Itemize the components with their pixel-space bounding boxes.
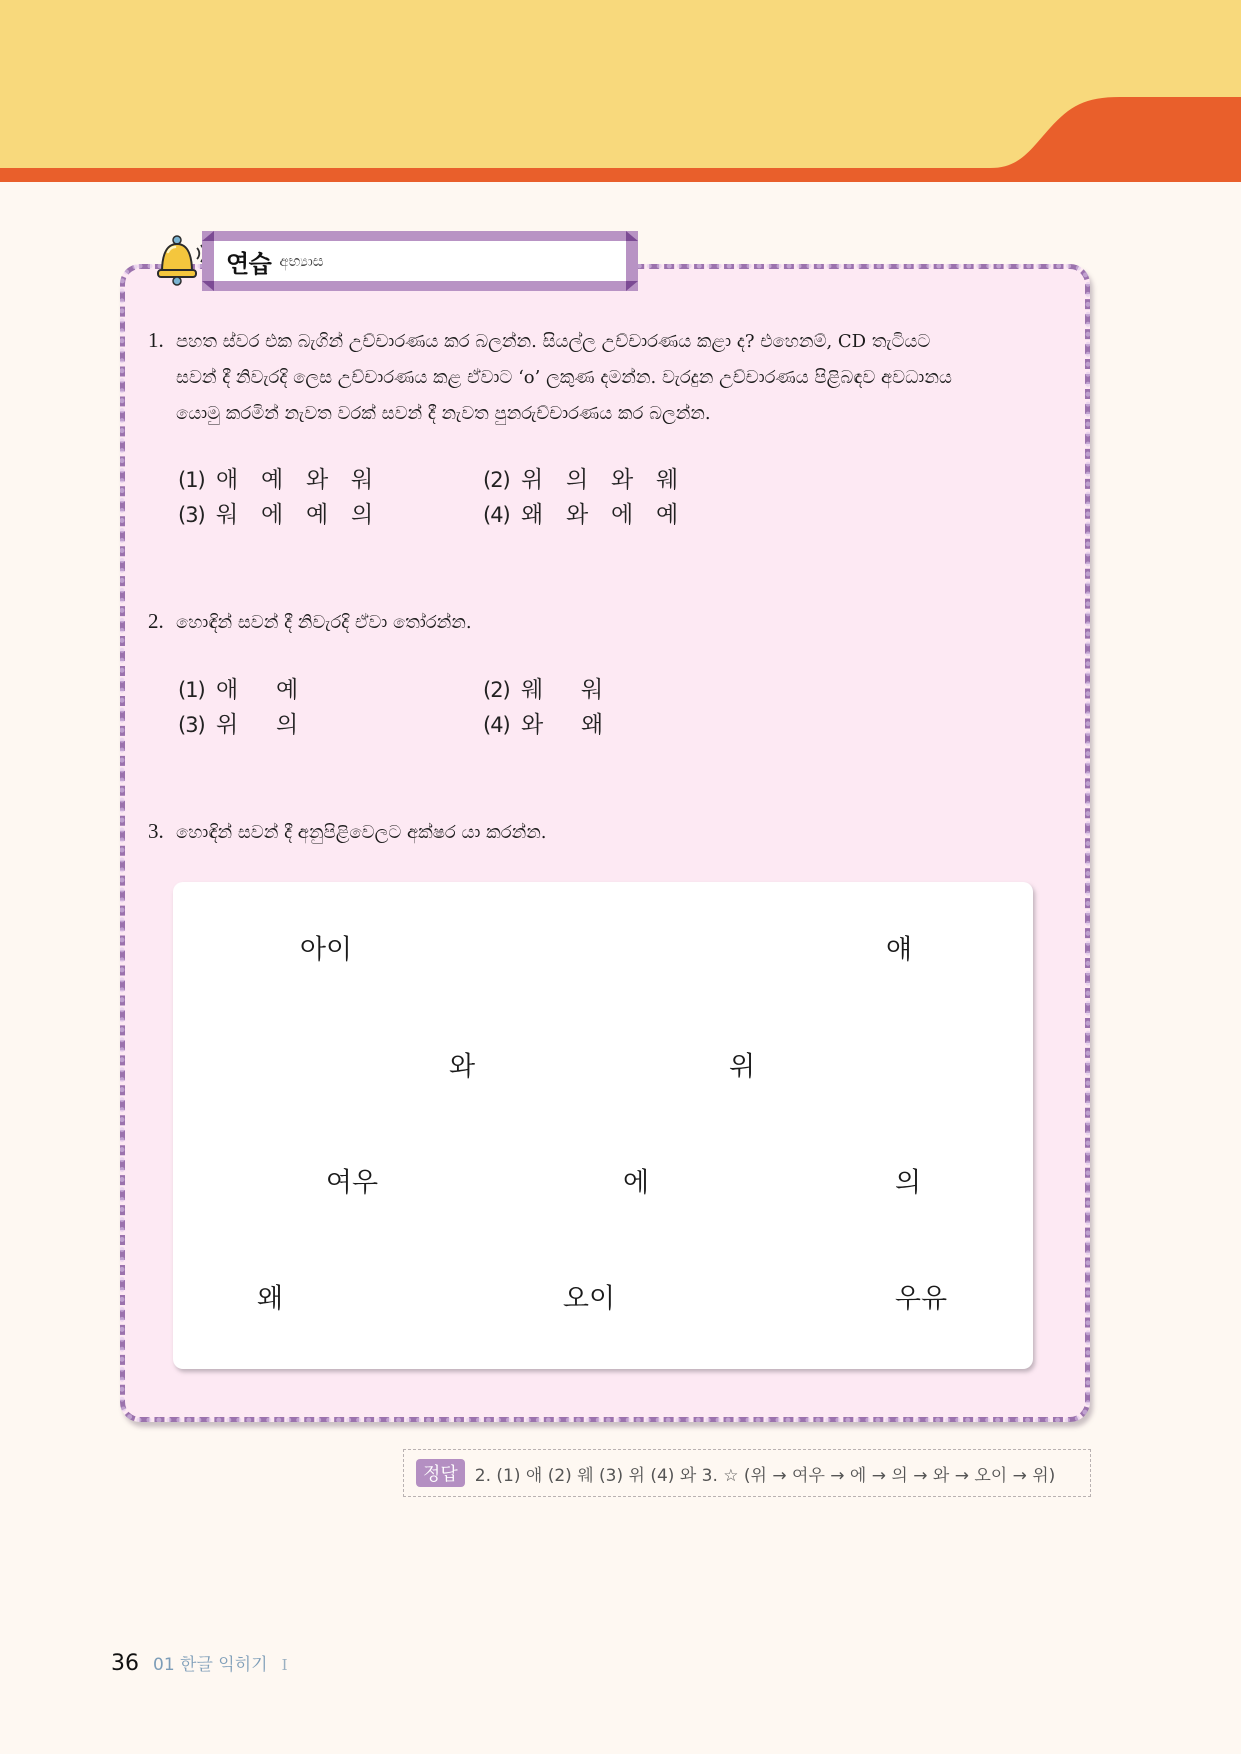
word-option[interactable]: 의 xyxy=(566,467,589,493)
question-1 xyxy=(148,322,952,432)
word-option[interactable]: 와 xyxy=(306,467,329,493)
question-2-items xyxy=(178,673,788,743)
word-option[interactable]: 왜 xyxy=(521,502,544,528)
question-text-line: සවන් දී නිවැරදි ලෙස උච්චාරණය කළ ඒවාට ‘o’ ලකුණ දමන්න. වැරදුන උච්චාරණය පිළිබඳව අවධානය xyxy=(176,367,952,388)
question-number: 1. xyxy=(148,328,164,352)
connect-word[interactable]: 왜 xyxy=(256,1283,284,1315)
item-row: (3) 워 에 예 의 xyxy=(178,498,483,533)
question-text-line: පහත ස්වර එක බැගින් උච්චාරණය කර බලන්න. සියල්ල උච්චාරණය කළා ද? එහෙනම්, CD තැටියට xyxy=(176,331,931,352)
question-3 xyxy=(148,813,547,851)
word-option[interactable]: 의 xyxy=(351,502,374,528)
question-text-line: යොමු කරමින් නැවත වරක් සවන් දී නැවත පුනරුච්චාරණය කර බලන්න. xyxy=(176,403,711,424)
word-option[interactable]: 왜 xyxy=(581,712,604,738)
word-option[interactable]: 애 xyxy=(216,467,239,493)
word-option[interactable]: 워 xyxy=(216,502,239,528)
word-option[interactable]: 웨 xyxy=(521,677,544,703)
item-row: (2) 위 의 와 웨 xyxy=(483,463,788,498)
item-row: (3) 위 의 xyxy=(178,708,483,743)
section-title-korean: 연습 xyxy=(226,249,272,278)
item-row: (1) 애 예 xyxy=(178,673,483,708)
word-option[interactable]: 위 xyxy=(216,712,239,738)
word-option[interactable]: 위 xyxy=(521,467,544,493)
connect-word[interactable]: 의 xyxy=(894,1167,922,1199)
connect-word[interactable]: 우유 xyxy=(894,1283,948,1315)
item-row: (1) 애 예 와 워 xyxy=(178,463,483,498)
connect-word[interactable]: 위 xyxy=(728,1051,756,1083)
item-row: (4) 와 왜 xyxy=(483,708,788,743)
section-title-sinhala: අභ්‍යාස xyxy=(279,252,324,270)
item-row: (2) 웨 워 xyxy=(483,673,788,708)
word-option[interactable]: 애 xyxy=(216,677,239,703)
connect-word[interactable]: 여우 xyxy=(325,1167,379,1199)
word-option[interactable]: 에 xyxy=(261,502,284,528)
word-option[interactable]: 에 xyxy=(611,502,634,528)
bell-icon xyxy=(150,234,208,286)
word-option[interactable]: 와 xyxy=(611,467,634,493)
word-option[interactable]: 웨 xyxy=(656,467,679,493)
word-option[interactable]: 워 xyxy=(351,467,374,493)
word-option[interactable]: 예 xyxy=(261,467,284,493)
answer-badge: 정답 xyxy=(416,1459,465,1487)
connect-word[interactable]: 아이 xyxy=(299,934,353,966)
volume-label: I xyxy=(281,1656,288,1674)
connect-word[interactable]: 와 xyxy=(448,1051,476,1083)
question-text-line: හොඳින් සවන් දී නිවැරදි ඒවා තෝරන්න. xyxy=(176,612,472,633)
question-1-items xyxy=(178,463,788,533)
connect-word[interactable]: 얘 xyxy=(885,934,913,966)
word-option[interactable]: 와 xyxy=(521,712,544,738)
connect-word[interactable]: 에 xyxy=(622,1167,650,1199)
question-number: 2. xyxy=(148,609,164,633)
connect-word[interactable]: 오이 xyxy=(562,1283,616,1315)
word-option[interactable]: 워 xyxy=(581,677,604,703)
answer-key xyxy=(403,1449,1091,1497)
section-header-ribbon xyxy=(202,231,638,291)
question-text-line: හොඳින් සවන් දී අනුපිළිවෙලට අක්ෂර යා කරන්න. xyxy=(176,822,547,843)
question-number: 3. xyxy=(148,819,164,843)
word-option[interactable]: 예 xyxy=(276,677,299,703)
word-option[interactable]: 와 xyxy=(566,502,589,528)
word-connect-box xyxy=(173,882,1033,1369)
question-2 xyxy=(148,603,472,641)
word-option[interactable]: 예 xyxy=(656,502,679,528)
page-number: 36 xyxy=(111,1651,139,1676)
answer-text: 2. (1) 애 (2) 웨 (3) 위 (4) 와 3. ☆ (위 → 여우 → 에 → 의 → 와 → 오이 → 위) xyxy=(474,1465,1056,1486)
word-option[interactable]: 의 xyxy=(276,712,299,738)
word-option[interactable]: 예 xyxy=(306,502,329,528)
chapter-title: 01 한글 익히기 xyxy=(153,1655,268,1675)
page-footer xyxy=(111,1650,288,1676)
top-decorative-band xyxy=(0,0,1241,182)
item-row: (4) 왜 와 에 예 xyxy=(483,498,788,533)
